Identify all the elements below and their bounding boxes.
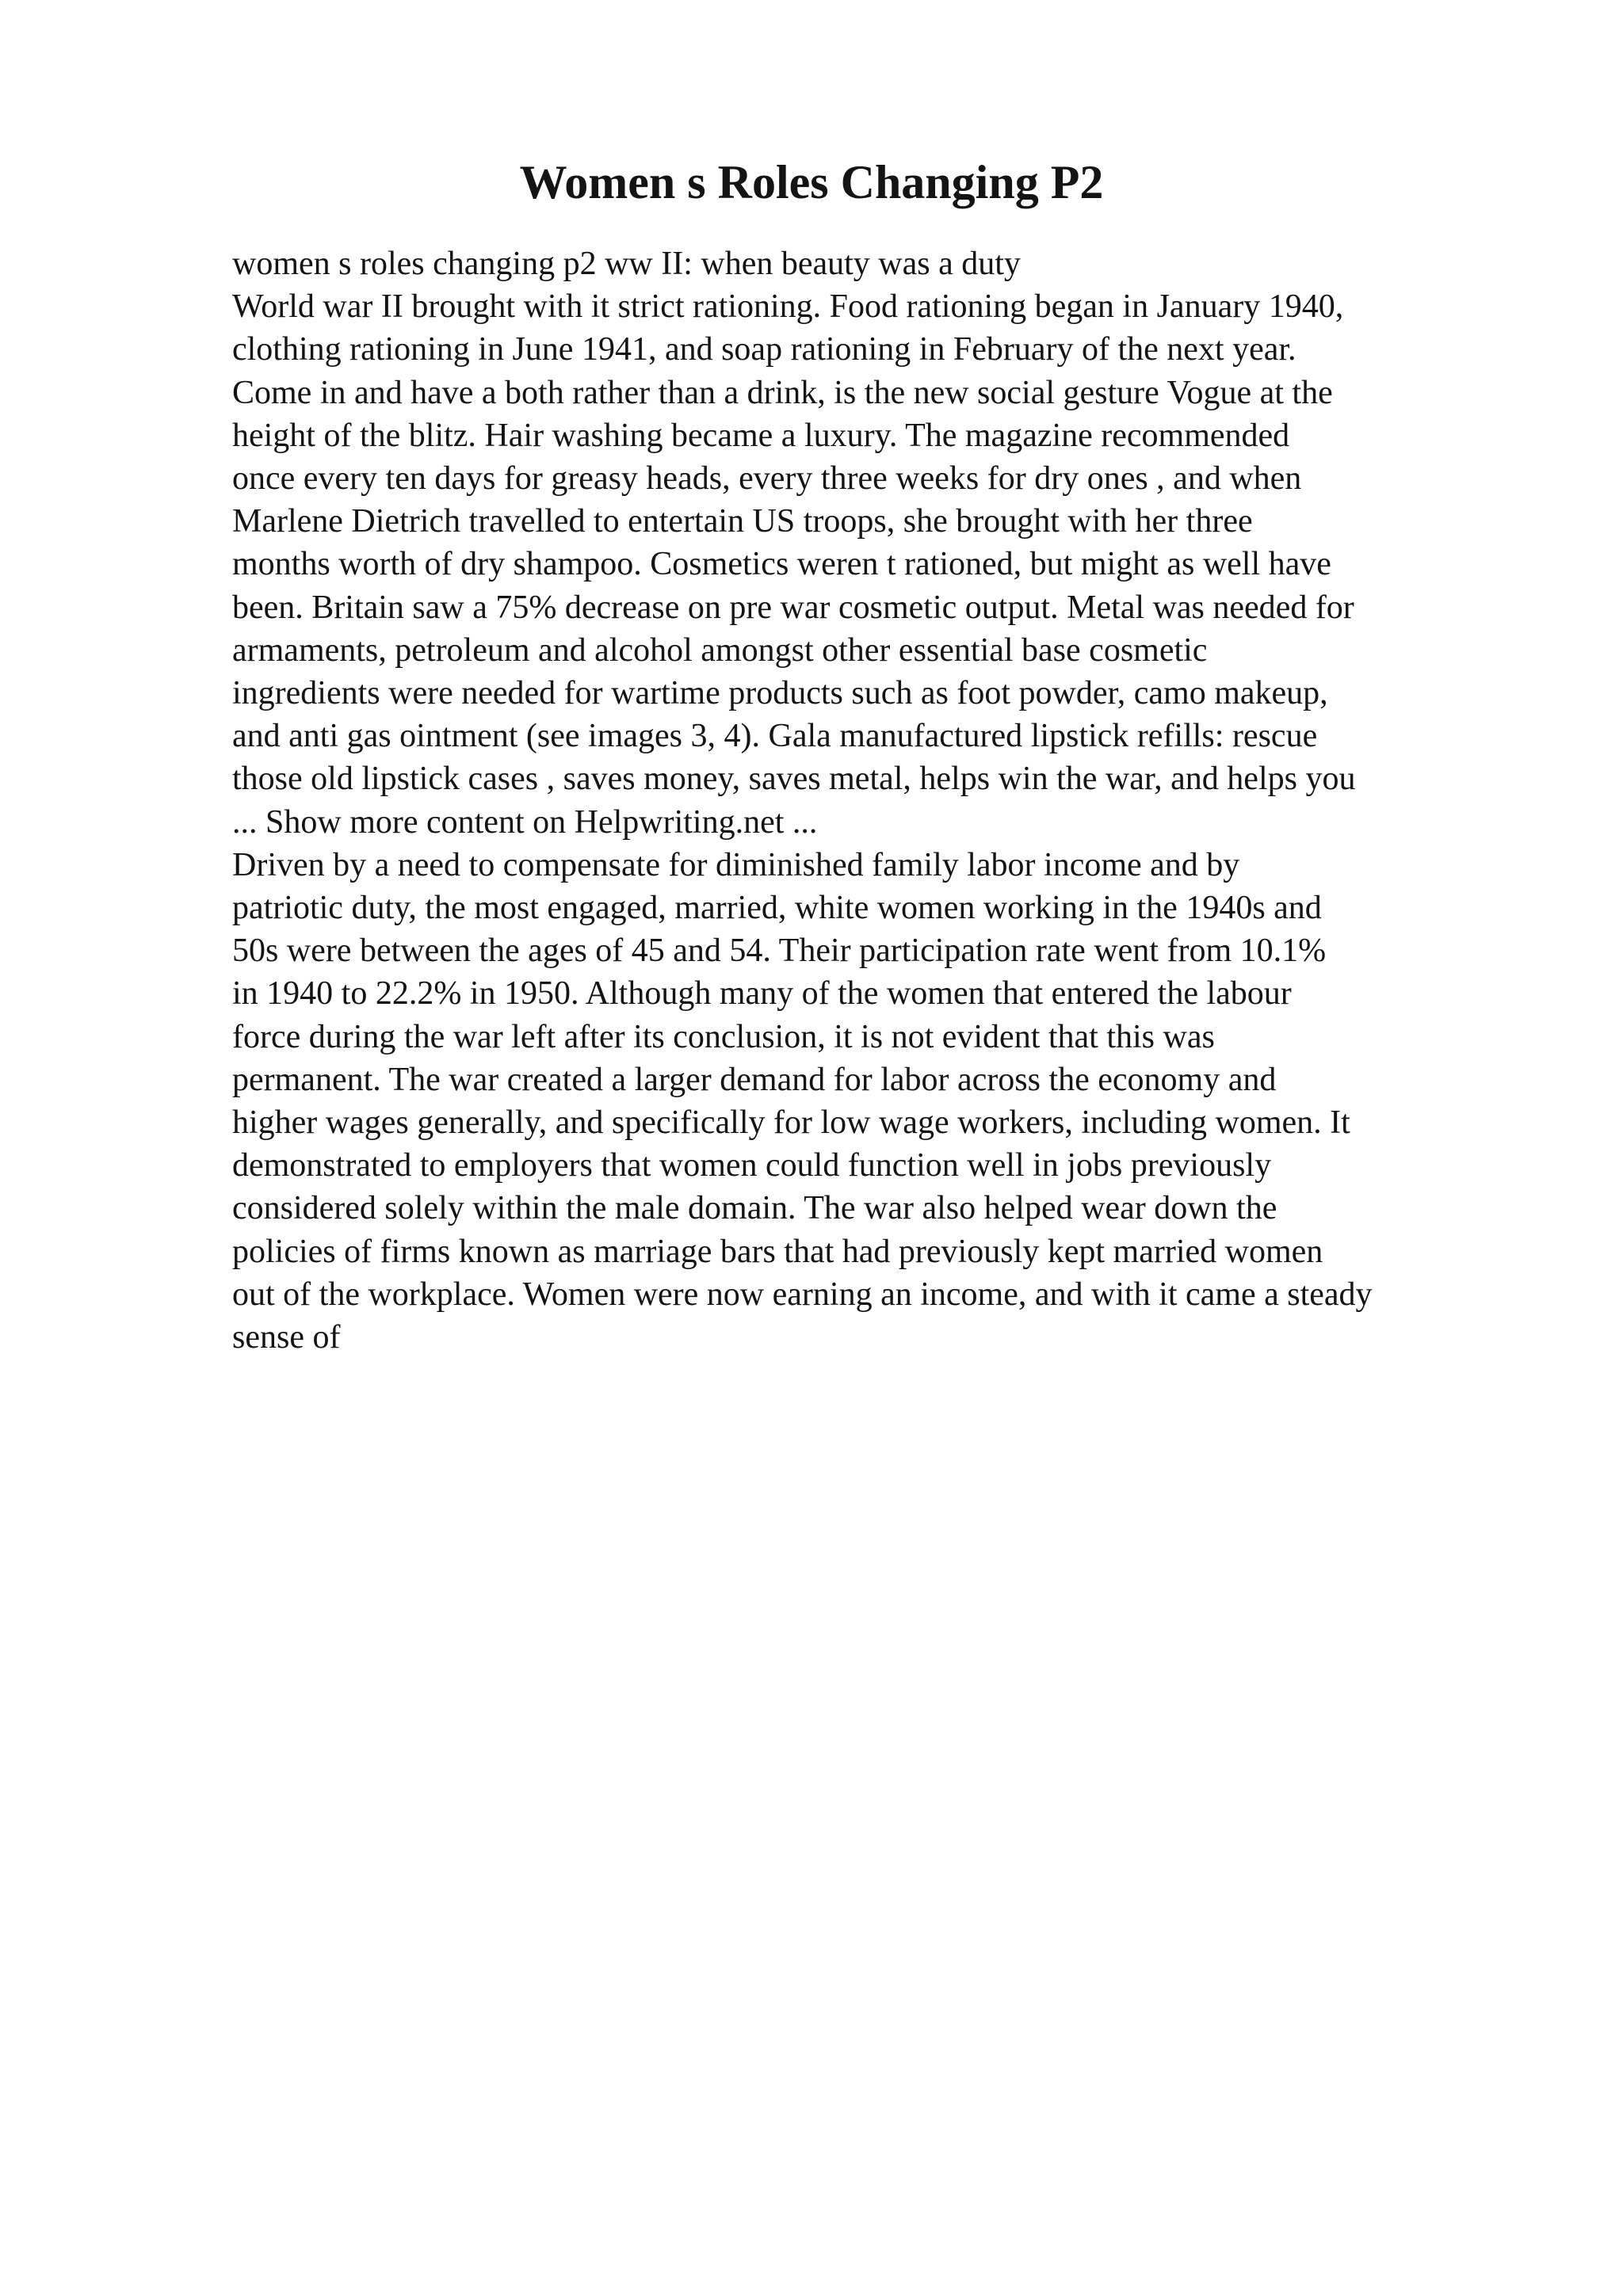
document-title: Women s Roles Changing P2 (519, 156, 1104, 208)
body-line-7: Marlene Dietrich travelled to entertain US troops, she brought with her three (232, 503, 1253, 540)
body-line-19: force during the war left after its conclusion, it is not evident that this was (232, 1018, 1215, 1055)
body-line-4: Come in and have a both rather than a drink, is the new social gesture Vogue at the (232, 374, 1333, 411)
body-line-1: women s roles changing p2 ww II: when beauty was a duty (232, 246, 1021, 282)
body-line-9: been. Britain saw a 75% decrease on pre war cosmetic output. Metal was needed for (232, 589, 1354, 626)
body-line-24: policies of firms known as marriage bars that had previously kept married women (232, 1233, 1323, 1270)
body-line-18: in 1940 to 22.2% in 1950. Although many of the women that entered the labour (232, 975, 1292, 1013)
body-line-17: 50s were between the ages of 45 and 54. Their participation rate went from 10.1% (232, 933, 1327, 970)
body-line-25: out of the workplace. Women were now earning an income, and with it came a steady (232, 1276, 1373, 1313)
body-line-10: armaments, petroleum and alcohol amongst other essential base cosmetic (232, 631, 1208, 669)
body-line-26: sense of (232, 1319, 341, 1356)
body-line-6: once every ten days for greasy heads, every three weeks for dry ones , and when (232, 460, 1302, 498)
body-line-2: World war II brought with it strict rationing. Food rationing began in January 1940, (232, 288, 1344, 326)
show-more-line: ... Show more content on Helpwriting.net ... (232, 803, 818, 841)
body-line-5: height of the blitz. Hair washing became a luxury. The magazine recommended (232, 417, 1290, 454)
body-line-16: patriotic duty, the most engaged, married, white women working in the 1940s and (232, 890, 1322, 927)
body-line-21: higher wages generally, and specifically for low wage workers, including women. It (232, 1104, 1350, 1142)
body-line-3: clothing rationing in June 1941, and soap rationing in February of the next year. (232, 331, 1296, 368)
body-line-20: permanent. The war created a larger demand for labor across the economy and (232, 1061, 1277, 1098)
body-line-13: those old lipstick cases , saves money, saves metal, helps win the war, and helps you (232, 761, 1356, 798)
body-line-15: Driven by a need to compensate for diminished family labor income and by (232, 846, 1240, 883)
document-body (232, 242, 1516, 1359)
body-line-8: months worth of dry shampoo. Cosmetics weren t rationed, but might as well have (232, 546, 1331, 583)
body-line-22: demonstrated to employers that women could function well in jobs previously (232, 1147, 1272, 1184)
body-line-11: ingredients were needed for wartime products such as foot powder, camo makeup, (232, 675, 1328, 712)
body-line-12: and anti gas ointment (see images 3, 4). Gala manufactured lipstick refills: rescue (232, 718, 1318, 755)
body-line-23: considered solely within the male domain. The war also helped wear down the (232, 1190, 1277, 1227)
